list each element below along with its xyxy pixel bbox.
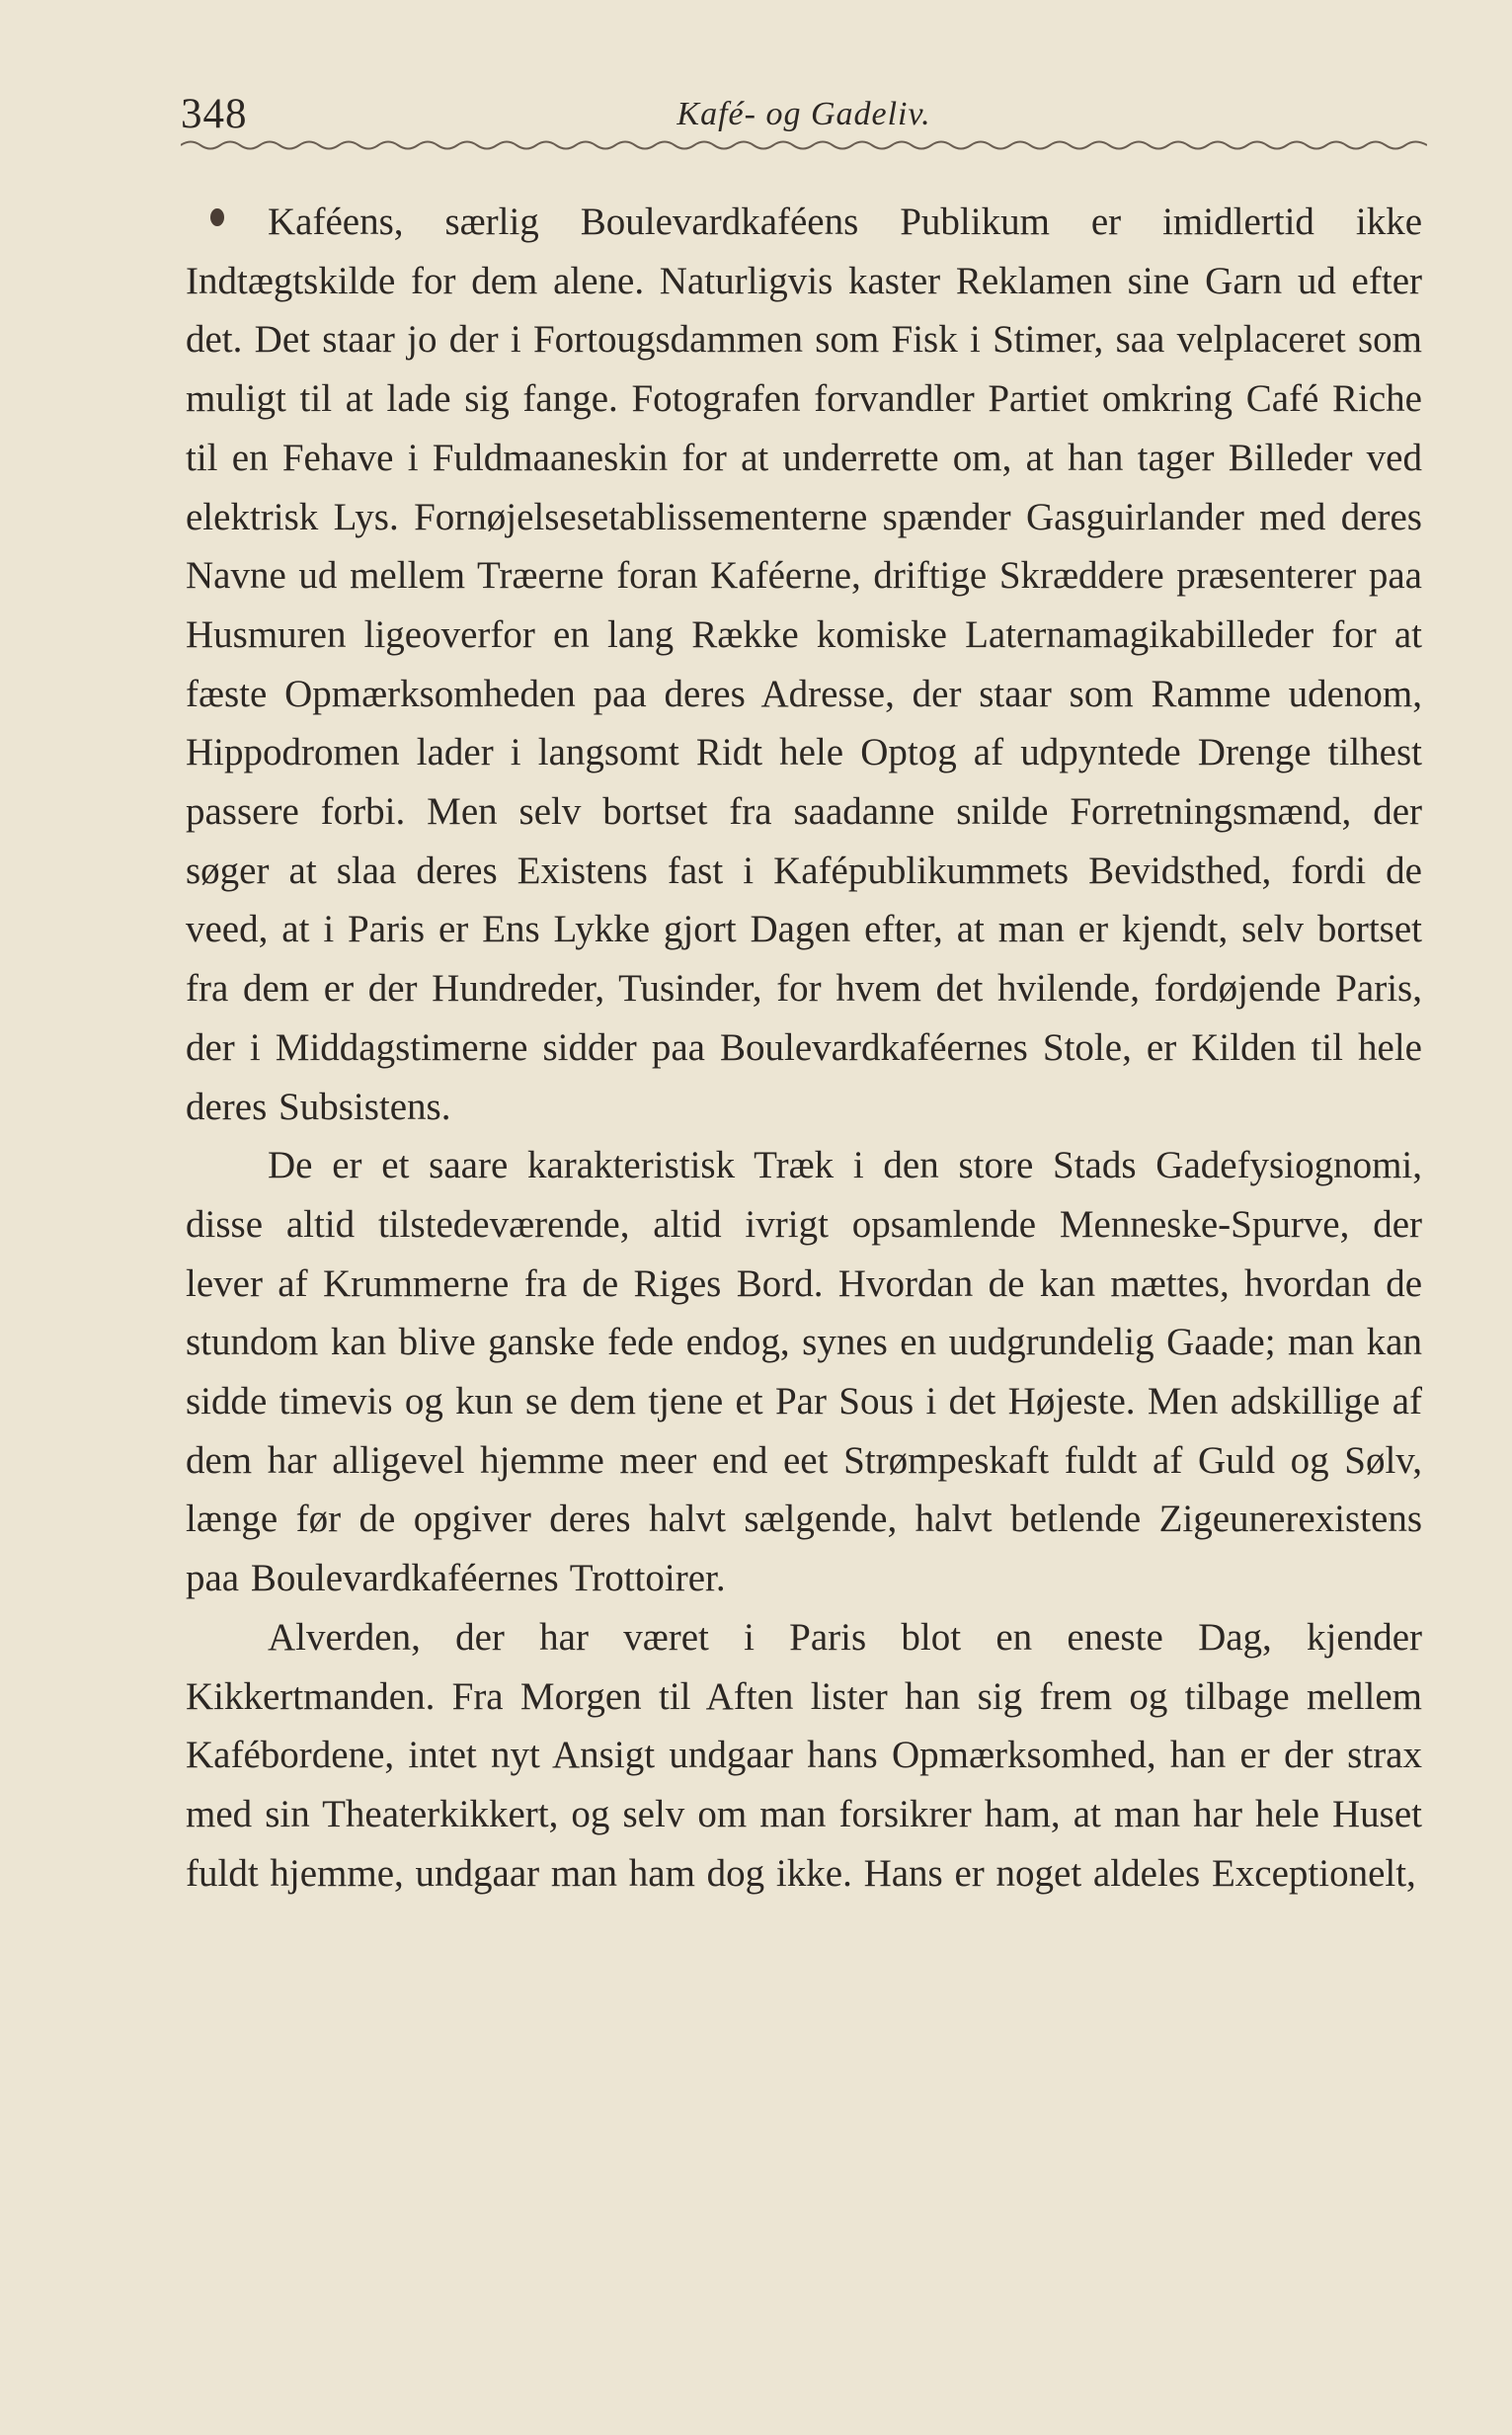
- paragraph: Alverden, der har været i Paris blot en eneste Dag, kjender Kikkertmanden. Fra Morgen til Aften lister han sig frem og tilbage mellem Kafébordene, intet nyt Ansigt undgaar hans Opmærksomhed, han er der strax med sin Theaterkikkert, og selv om man forsikrer ham, at man har hele Huset fuldt hjemme, undgaar man ham dog ikke. Hans er noget aldeles Exceptionelt,: [186, 1615, 1422, 1895]
- decorative-wavy-rule: [181, 136, 1427, 154]
- page-number: 348: [181, 91, 248, 137]
- running-title: Kafé- og Gadeliv.: [676, 96, 931, 132]
- body-text: [186, 193, 1422, 1903]
- paragraph: De er et saare karakteristisk Træk i den store Stads Gadefysiognomi, disse altid tilstedeværende, altid ivrigt opsamlende Menneske-Spurve, der lever af Krummerne fra de Riges Bord. Hvordan de kan mættes, hvordan de stundom kan blive ganske fede endog, synes en uudgrundelig Gaade; man kan sidde timevis og kun se dem tjene et Par Sous i det Højeste. Men adskillige af dem har alligevel hjemme meer end eet Strømpeskaft fuldt af Guld og Sølv, længe før de opgiver deres halvt sælgende, halvt betlende Zigeunerexistens paa Boulevardkaféernes Trottoirer.: [186, 1144, 1422, 1600]
- paragraph: Kaféens, særlig Boulevardkaféens Publikum er imidlertid ikke Indtægtskilde for dem alene. Naturligvis kaster Reklamen sine Garn ud efter det. Det staar jo der i Fortougsdammen som Fisk i Stimer, saa velplaceret som muligt til at lade sig fange. Fotografen forvandler Partiet omkring Café Riche til en Fehave i Fuldmaaneskin for at underrette om, at han tager Billeder ved elektrisk Lys. Fornøjelsesetablissementerne spænder Gasguirlander med deres Navne ud mellem Træerne foran Kaféerne, driftige Skræddere præsenterer paa Husmuren ligeoverfor en lang Række komiske Laternamagikabilleder for at fæste Opmærksomheden paa deres Adresse, der staar som Ramme udenom, Hippodromen lader i langsomt Ridt hele Optog af udpyntede Drenge tilhest passere forbi. Men selv bortset fra saadanne snilde Forretningsmænd, der søger at slaa deres Existens fast i Kafépublikummets Bevidsthed, fordi de veed, at i Paris er Ens Lykke gjort Dagen efter, at man er kjendt, selv bortset fra dem er der Hundreder, Tusinder, for hvem det hvilende, fordøjende Paris, der i Middagstimerne sidder paa Boulevardkaféernes Stole, er Kilden til hele deres Subsistens.: [186, 201, 1422, 1128]
- page-header: [181, 85, 1427, 144]
